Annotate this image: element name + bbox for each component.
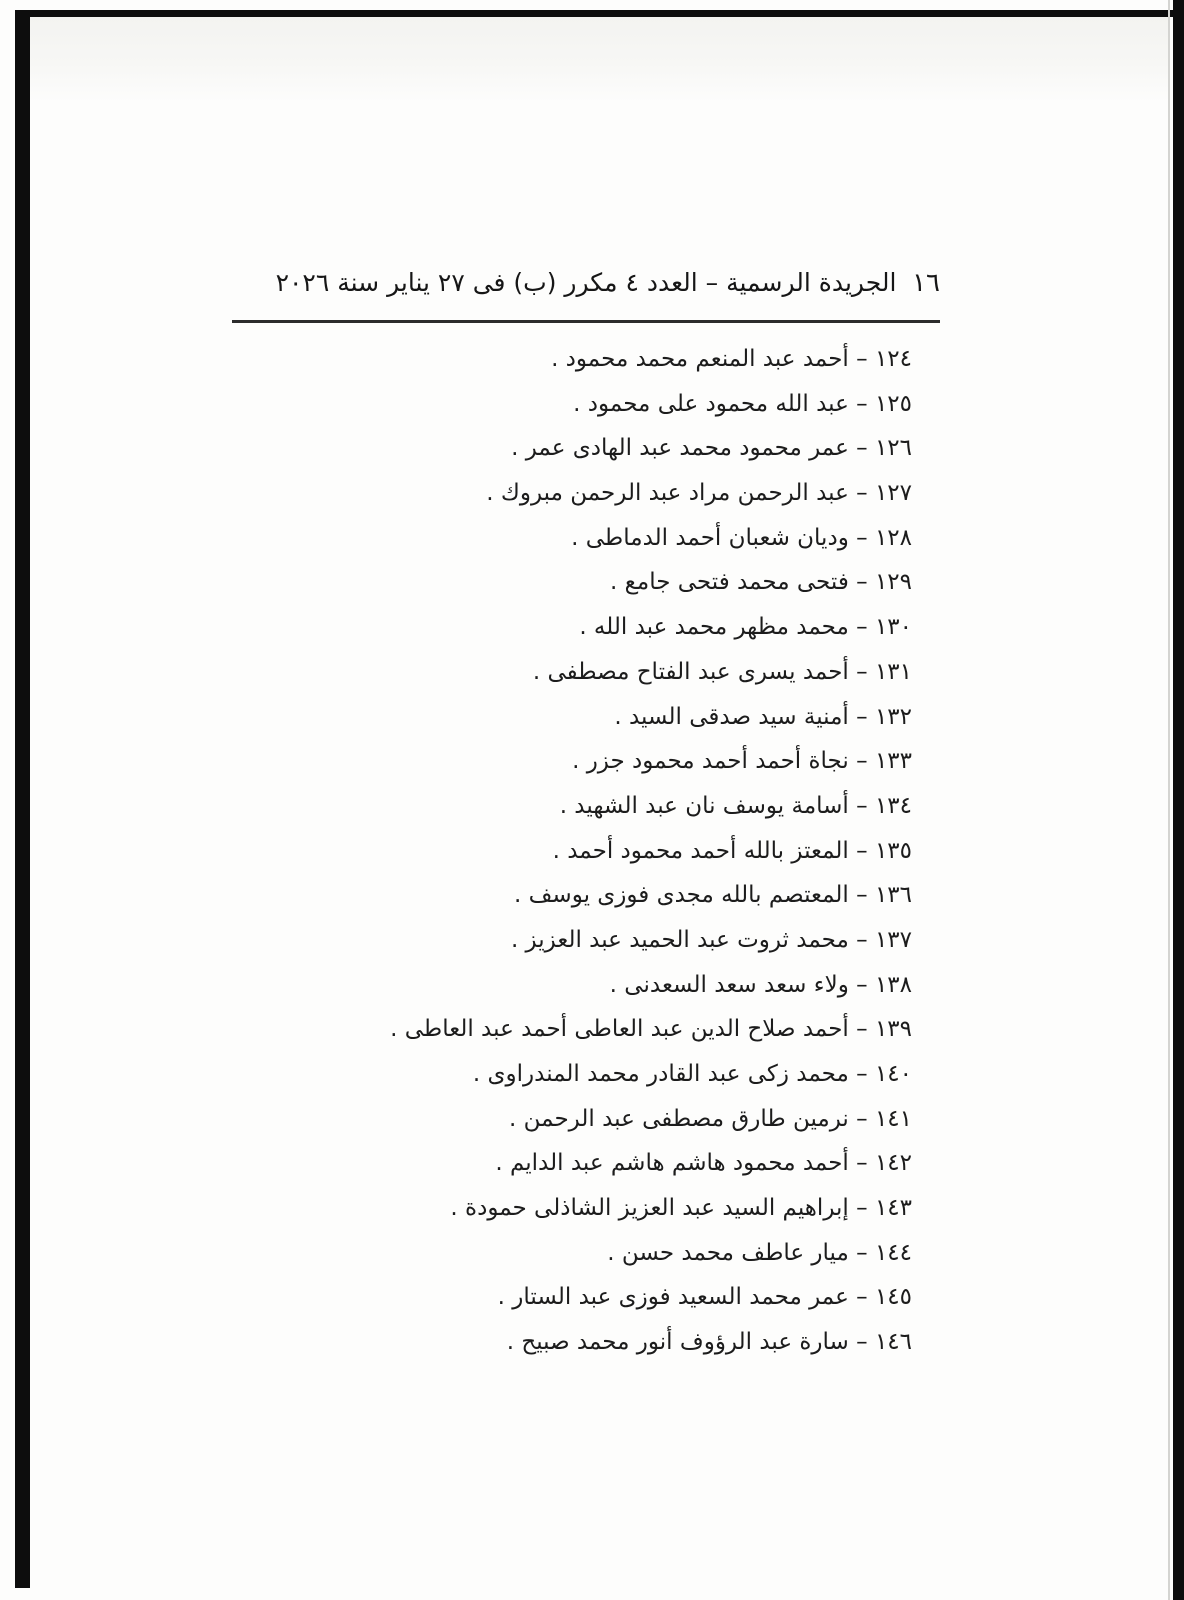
list-item: ١٢٧ – عبد الرحمن مراد عبد الرحمن مبروك .: [486, 480, 912, 507]
list-item: ١٢٩ – فتحى محمد فتحى جامع .: [610, 569, 912, 596]
list-item: ١٢٤ – أحمد عبد المنعم محمد محمود .: [551, 346, 912, 372]
list-item: ١٤٠ – محمد زكى عبد القادر محمد المندراوى .: [472, 1061, 912, 1087]
scan-edge-top: [22, 10, 1184, 17]
scan-shading-band: [30, 17, 1168, 102]
list-item: ١٣٨ – ولاء سعد سعد السعدنى .: [609, 971, 912, 998]
list-item: ١٤٥ – عمر محمد السعيد فوزى عبد الستار .: [497, 1284, 912, 1311]
list-item: ١٣٥ – المعتز بالله أحمد محمود أحمد .: [552, 837, 912, 864]
list-item: ١٣٠ – محمد مظهر محمد عبد الله .: [579, 614, 912, 641]
list-item: ١٣٧ – محمد ثروت عبد الحميد عبد العزيز .: [510, 926, 912, 953]
list-item: ١٣٢ – أمنية سيد صدقى السيد .: [614, 703, 912, 730]
list-item: ١٤٣ – إبراهيم السيد عبد العزيز الشاذلى حمودة .: [450, 1195, 912, 1222]
list-item: ١٤٢ – أحمد محمود هاشم هاشم عبد الدايم .: [495, 1150, 912, 1177]
list-item: ١٣١ – أحمد يسرى عبد الفتاح مصطفى .: [532, 658, 912, 685]
scan-edge-right: [1173, 0, 1184, 1600]
gazette-title: الجريدة الرسمية – العدد ٤ مكرر (ب) فى ٢٧ يناير سنة ٢٠٢٦: [275, 268, 897, 297]
list-item: ١٣٣ – نجاة أحمد أحمد محمود جزر .: [572, 748, 912, 775]
list-item: ١٢٨ – وديان شعبان أحمد الدماطى .: [571, 524, 912, 551]
list-item: ١٣٤ – أسامة يوسف نان عبد الشهيد .: [559, 792, 912, 819]
scan-edge-right-shadow: [1168, 0, 1170, 1600]
list-item: ١٣٩ – أحمد صلاح الدين عبد العاطى أحمد عبد العاطى .: [390, 1016, 912, 1043]
page-header: [0, 263, 1184, 303]
scan-edge-left: [15, 10, 30, 1588]
list-item: ١٢٥ – عبد الله محمود على محمود .: [573, 390, 912, 417]
list-item: ١٢٦ – عمر محمود محمد عبد الهادى عمر .: [511, 435, 912, 462]
list-item: ١٣٦ – المعتصم بالله مجدى فوزى يوسف .: [514, 882, 912, 909]
page-number: ١٦: [912, 268, 940, 298]
list-item: ١٤٦ – سارة عبد الرؤوف أنور محمد صبيح .: [506, 1329, 912, 1356]
list-item: ١٤٤ – ميار عاطف محمد حسن .: [607, 1239, 912, 1266]
list-item: ١٤١ – نرمين طارق مصطفى عبد الرحمن .: [509, 1105, 912, 1132]
name-list: [240, 337, 912, 1365]
header-divider: [232, 320, 940, 323]
